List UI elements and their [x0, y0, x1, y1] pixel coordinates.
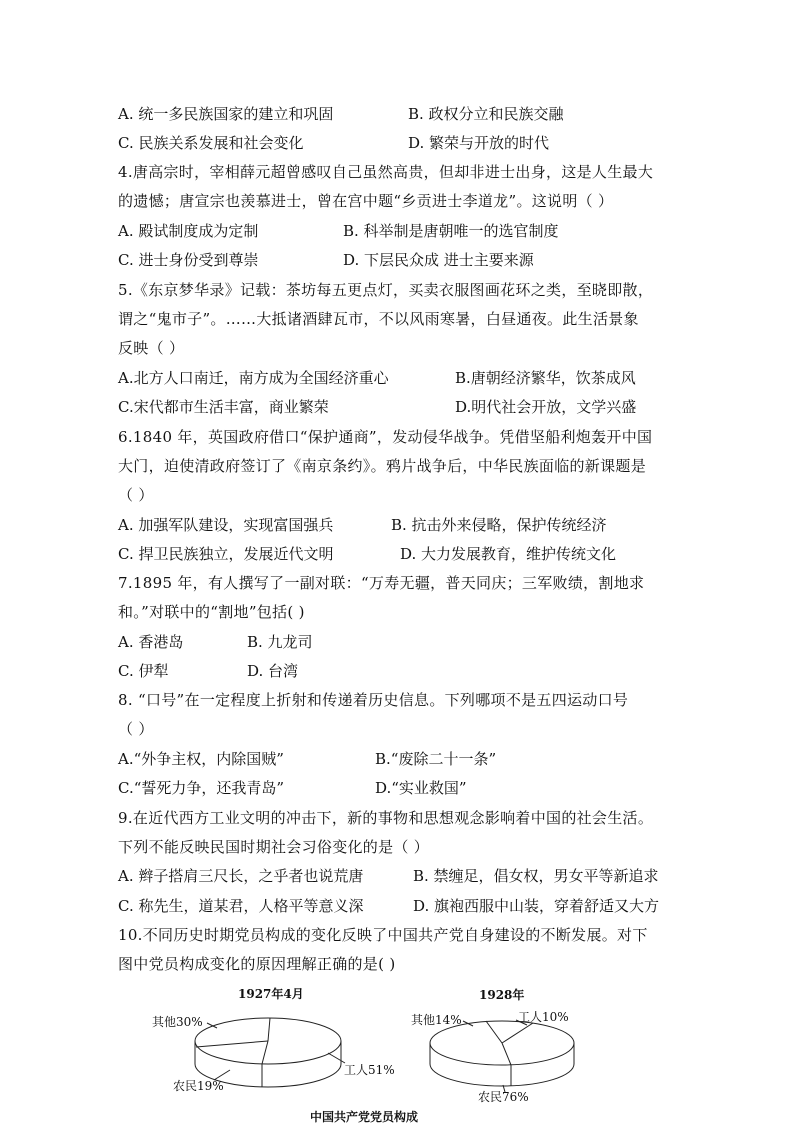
q5-stem-line1: 5.《东京梦华录》记载：茶坊每五更点灯，买卖衣服图画花环之类，至晓即散， [118, 281, 654, 299]
q6-option-b: B. 抗击外来侵略，保护传统经济 [391, 516, 607, 534]
q4-option-b: B. 科举制是唐朝唯一的选官制度 [343, 222, 559, 240]
q10-stem-line1: 10.不同历史时期党员构成的变化反映了中国共产党自身建设的不断发展。对下 [118, 926, 648, 944]
pie1-slice-boundary-other-workers [268, 1018, 270, 1041]
q3-option-b: B. 政权分立和民族交融 [408, 105, 564, 123]
q4-stem-line1: 4.唐高宗时，宰相薛元超曾感叹自己虽然高贵，但却非进士出身，这是人生最大 [118, 163, 654, 181]
q5-option-b: B.唐朝经济繁华，饮茶成风 [455, 369, 636, 387]
q3-option-d: D. 繁荣与开放的时代 [408, 134, 550, 152]
q8-stem-line1: 8. “口号”在一定程度上折射和传递着历史信息。下列哪项不是五四运动口号 [118, 691, 629, 709]
q9-option-d: D. 旗袍西服中山装，穿着舒适又大方 [413, 897, 660, 915]
q10-stem-line2: 图中党员构成变化的原因理解正确的是( ) [118, 955, 396, 973]
q6-stem-line3: （ ） [118, 486, 154, 504]
pie1-leader-workers [328, 1053, 345, 1063]
pie1-slice-boundary-workers-peasants [262, 1041, 268, 1064]
q9-option-c: C. 称先生，道某君，人格平等意义深 [118, 897, 364, 915]
q9-option-a: A. 辫子搭肩三尺长，之乎者也说荒唐 [118, 867, 364, 885]
q4-stem-line2: 的遗憾；唐宣宗也羡慕进士，曾在宫中题“乡贡进士李道龙”。这说明（ ） [118, 192, 614, 210]
q3-option-a: A. 统一多民族国家的建立和巩固 [118, 105, 334, 123]
pie2-slice-boundary-peasants-other [502, 1043, 511, 1065]
q3-option-c: C. 民族关系发展和社会变化 [118, 134, 304, 152]
q9-stem-line1: 9.在近代西方工业文明的冲击下，新的事物和思想观念影响着中国的社会生活。 [118, 809, 654, 827]
q5-option-a: A.北方人口南迁，南方成为全国经济重心 [118, 369, 389, 387]
q7-option-d: D. 台湾 [247, 662, 299, 680]
chart1-label-peasants: 农民19% [173, 1079, 224, 1093]
q5-option-d: D.明代社会开放，文学兴盛 [455, 398, 637, 416]
pie2-slice-boundary-other-workers [486, 1021, 502, 1043]
q7-stem-line2: 和。”对联中的“割地”包括( ) [118, 603, 305, 621]
q6-option-a: A. 加强军队建设，实现富国强兵 [118, 516, 334, 534]
q8-option-a: A.“外争主权，内除国贼” [118, 750, 284, 768]
q4-option-d: D. 下层民众成 进士主要来源 [343, 251, 534, 269]
q9-stem-line2: 下列不能反映民国时期社会习俗变化的是（ ） [118, 838, 430, 856]
q4-option-c: C. 进士身份受到尊崇 [118, 251, 259, 269]
q7-stem-line1: 7.1895 年，有人撰写了一副对联：“万寿无疆，普天同庆；三军败绩，割地求 [118, 574, 645, 592]
figure-caption: 中国共产党党员构成 [310, 1110, 419, 1124]
pie-chart-1928 [430, 1020, 574, 1092]
q6-stem-line2: 大门，迫使清政府签订了《南京条约》。鸦片战争后，中华民族面临的新课题是 [118, 457, 647, 475]
chart2-label-other: 其他14% [411, 1013, 462, 1027]
q7-option-a: A. 香港岛 [118, 633, 184, 651]
q8-stem-line2: （ ） [118, 720, 154, 738]
chart2-title: 1928年 [479, 988, 525, 1002]
q9-option-b: B. 禁缠足，倡女权，男女平等新追求 [413, 867, 659, 885]
chart1-label-other: 其他30% [152, 1015, 203, 1029]
q4-option-a: A. 殿试制度成为定制 [118, 222, 259, 240]
q8-option-d: D.“实业救国” [375, 779, 467, 797]
q6-stem-line1: 6.1840 年，英国政府借口“保护通商”，发动侵华战争。凭借坚船利炮轰开中国 [118, 428, 653, 446]
q5-stem-line2: 谓之“鬼市子”。……大抵诸酒肆瓦市，不以风雨寒暑，白昼通夜。此生活景象 [118, 310, 639, 328]
q7-option-c: C. 伊犁 [118, 662, 169, 680]
q7-option-b: B. 九龙司 [247, 633, 313, 651]
q6-option-c: C. 捍卫民族独立，发展近代文明 [118, 545, 334, 563]
chart1-title: 1927年4月 [238, 987, 304, 1001]
q5-option-c: C.宋代都市生活丰富，商业繁荣 [118, 398, 329, 416]
q8-option-c: C.“誓死力争，还我青岛” [118, 779, 285, 797]
q6-option-d: D. 大力发展教育，维护传统文化 [400, 545, 617, 563]
chart1-label-workers: 工人51% [344, 1063, 395, 1077]
chart2-label-peasants: 农民76% [478, 1090, 529, 1104]
pie2-slice-boundary-workers-peasants [502, 1023, 533, 1043]
pie1-slice-boundary-peasants-other [196, 1041, 268, 1047]
q8-option-b: B.“废除二十一条” [375, 750, 497, 768]
chart2-label-workers: 工人10% [518, 1010, 569, 1024]
q5-stem-line3: 反映（ ） [118, 339, 185, 357]
